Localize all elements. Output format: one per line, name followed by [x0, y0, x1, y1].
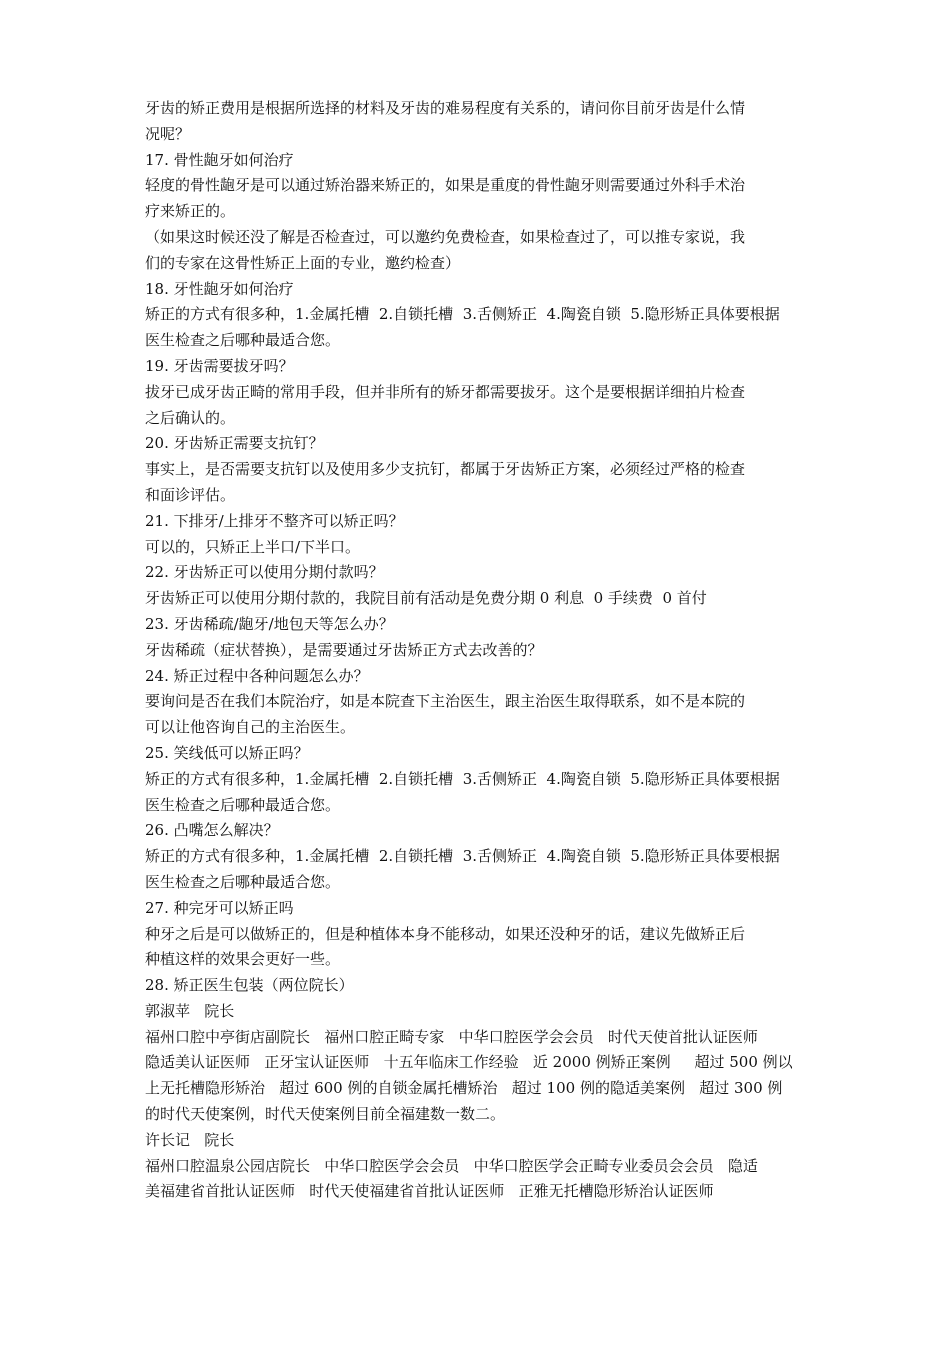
- text-line: 的时代天使案例，时代天使案例目前全福建数一数二。: [145, 1105, 506, 1124]
- text-line: 19. 牙齿需要拔牙吗？: [145, 356, 294, 375]
- text-line: 和面诊评估。: [145, 485, 236, 504]
- text-line: 美福建省首批认证医师 时代天使福建省首批认证医师 正雅无托槽隐形矫治认证医师: [145, 1182, 714, 1201]
- text-line: 20. 牙齿矫正需要支抗钉？: [145, 434, 324, 453]
- text-line: 要询问是否在我们本院治疗，如是本院查下主治医生，跟主治医生取得联系，如不是本院的: [145, 692, 746, 711]
- text-line: 医生检查之后哪种最适合您。: [145, 872, 341, 891]
- text-line: 医生检查之后哪种最适合您。: [145, 331, 341, 350]
- text-line: 矫正的方式有很多种，1.金属托槽 2.自锁托槽 3.舌侧矫正 4.陶瓷自锁 5.隐形矫正具体要根据: [145, 305, 780, 324]
- text-line: 18. 牙性龅牙如何治疗: [145, 279, 294, 298]
- text-line: 25. 笑线低可以矫正吗？: [145, 743, 309, 762]
- text-line: 22. 牙齿矫正可以使用分期付款吗？: [145, 563, 384, 582]
- document-body: [145, 96, 845, 1205]
- text-line: 事实上，是否需要支抗钉以及使用多少支抗钉，都属于牙齿矫正方案，必须经过严格的检查: [145, 460, 746, 479]
- text-line: 26. 凸嘴怎么解决？: [145, 821, 279, 840]
- text-line: 牙齿矫正可以使用分期付款的，我院目前有活动是免费分期 0 利息 0 手续费 0 首付: [145, 589, 707, 608]
- text-line: 牙齿的矫正费用是根据所选择的材料及牙齿的难易程度有关系的，请问你目前牙齿是什么情: [145, 99, 746, 117]
- text-line: 矫正的方式有很多种，1.金属托槽 2.自锁托槽 3.舌侧矫正 4.陶瓷自锁 5.隐形矫正具体要根据: [145, 769, 780, 788]
- text-line: 21. 下排牙/上排牙不整齐可以矫正吗？: [145, 511, 404, 530]
- text-line: 郭淑苹 院长: [145, 1001, 235, 1020]
- text-line: 福州口腔温泉公园店院长 中华口腔医学会会员 中华口腔医学会正畸专业委员会会员 隐适: [145, 1156, 758, 1175]
- text-line: 疗来矫正的。: [145, 202, 236, 221]
- text-line: 可以让他咨询自己的主治医生。: [145, 718, 356, 737]
- text-line: 种植这样的效果会更好一些。: [145, 950, 341, 969]
- text-line: 轻度的骨性龅牙是可以通过矫治器来矫正的，如果是重度的骨性龅牙则需要通过外科手术治: [145, 176, 746, 195]
- text-line: 之后确认的。: [145, 408, 236, 427]
- text-line: 可以的，只矫正上半口/下半口。: [145, 537, 361, 556]
- text-line: 许长记 院长: [145, 1130, 235, 1149]
- text-line: 们的专家在这骨性矫正上面的专业，邀约检查）: [145, 253, 461, 272]
- text-line: 隐适美认证医师 正牙宝认证医师 十五年临床工作经验 近 2000 例矫正案例 超过 500 例以: [145, 1053, 793, 1072]
- text-line: 上无托槽隐形矫治 超过 600 例的自锁金属托槽矫治 超过 100 例的隐适美案例 超过 300 例: [145, 1079, 783, 1098]
- text-line: 牙齿稀疏（症状替换），是需要通过牙齿矫正方式去改善的？: [145, 640, 543, 659]
- text-line: 福州口腔中亭街店副院长 福州口腔正畸专家 中华口腔医学会会员 时代天使首批认证医师: [145, 1027, 758, 1046]
- text-line: 况呢？: [145, 124, 191, 143]
- text-line: 27. 种完牙可以矫正吗: [145, 898, 294, 917]
- text-line: 23. 牙齿稀疏/龅牙/地包天等怎么办？: [145, 614, 394, 633]
- text-line: 种牙之后是可以做矫正的，但是种植体本身不能移动，如果还没种牙的话，建议先做矫正后: [145, 924, 746, 943]
- text-line: 17. 骨性龅牙如何治疗: [145, 150, 294, 169]
- text-line: 医生检查之后哪种最适合您。: [145, 795, 341, 814]
- text-line: 28. 矫正医生包装（两位院长）: [145, 976, 354, 995]
- text-line: 24. 矫正过程中各种问题怎么办？: [145, 666, 369, 685]
- text-line: （如果这时候还没了解是否检查过，可以邀约免费检查，如果检查过了，可以推专家说，我: [145, 227, 746, 246]
- text-line: 拔牙已成牙齿正畸的常用手段，但并非所有的矫牙都需要拔牙。这个是要根据详细拍片检查: [145, 382, 746, 401]
- text-line: 矫正的方式有很多种，1.金属托槽 2.自锁托槽 3.舌侧矫正 4.陶瓷自锁 5.隐形矫正具体要根据: [145, 847, 780, 866]
